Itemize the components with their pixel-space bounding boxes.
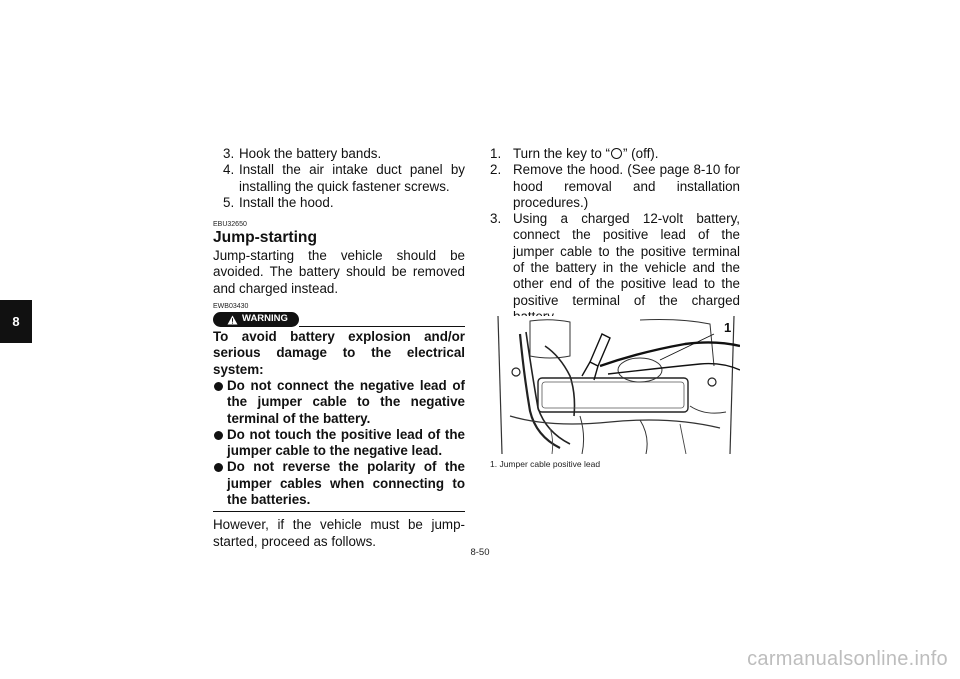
- warning-badge: [213, 312, 299, 327]
- warning-bar: [213, 312, 465, 329]
- list-item: 4. Install the air intake duct panel by installing the quick fastener screws.: [223, 162, 465, 194]
- key-off-icon: [611, 148, 622, 159]
- bullet-icon: [214, 431, 223, 440]
- list-item: 3. Using a charged 12-volt battery, connect the positive lead of the jumper cable to the positive terminal of the battery in the vehicle and the other end of the positive lead to the positive terminal of the charged: [490, 211, 740, 308]
- warning-intro: To avoid battery explosion and/or serious damage to the electrical system:: [213, 329, 465, 377]
- chapter-tab-label: 8: [12, 314, 20, 329]
- bullet-icon: [214, 382, 223, 391]
- list-item: Do not connect the negative lead of the jumper cable to the negative terminal of the battery.: [213, 378, 465, 427]
- watermark: carmanualsonline.info: [747, 648, 948, 670]
- list-item: 5. Install the hood.: [223, 194, 334, 210]
- page-number: 8-50: [470, 547, 490, 558]
- right-steps: [490, 146, 740, 325]
- list-item: Do not touch the positive lead of the jumper cable to the negative lead.: [213, 427, 465, 460]
- warning-label: WARNING: [242, 313, 288, 325]
- list-item: 1. Turn the key to “ ” (off).: [490, 146, 659, 161]
- outro-paragraph: However, if the vehicle must be jump-started, proceed as follows.: [213, 517, 465, 549]
- intro-paragraph: Jump-starting the vehicle should be avoided. The battery should be removed and charged instead.: [213, 248, 465, 296]
- section-code: EBU32650: [213, 221, 247, 229]
- warning-code: EWB03430: [213, 303, 249, 311]
- left-column: [213, 146, 465, 550]
- list-item: 3. Hook the battery bands.: [223, 146, 382, 161]
- callout-number: 1: [724, 320, 732, 335]
- left-steps: [213, 146, 465, 211]
- jumper-cable-photo: [490, 316, 740, 454]
- warning-box: [213, 329, 465, 512]
- warning-bullets: [213, 378, 465, 508]
- bullet-icon: [214, 463, 223, 472]
- warning-triangle-icon: [227, 315, 238, 325]
- warning-rule: [299, 326, 465, 327]
- section-heading: Jump-starting: [213, 229, 317, 247]
- list-item: 2. Remove the hood. (See page 8-10 for hood removal and installation procedures.): [490, 162, 740, 210]
- list-item: Do not reverse the polarity of the jumper cables when connecting to the batteries.: [213, 459, 465, 508]
- chapter-tab: [0, 300, 32, 343]
- figure-caption: 1. Jumper cable positive lead: [490, 459, 601, 469]
- right-column: [490, 146, 740, 325]
